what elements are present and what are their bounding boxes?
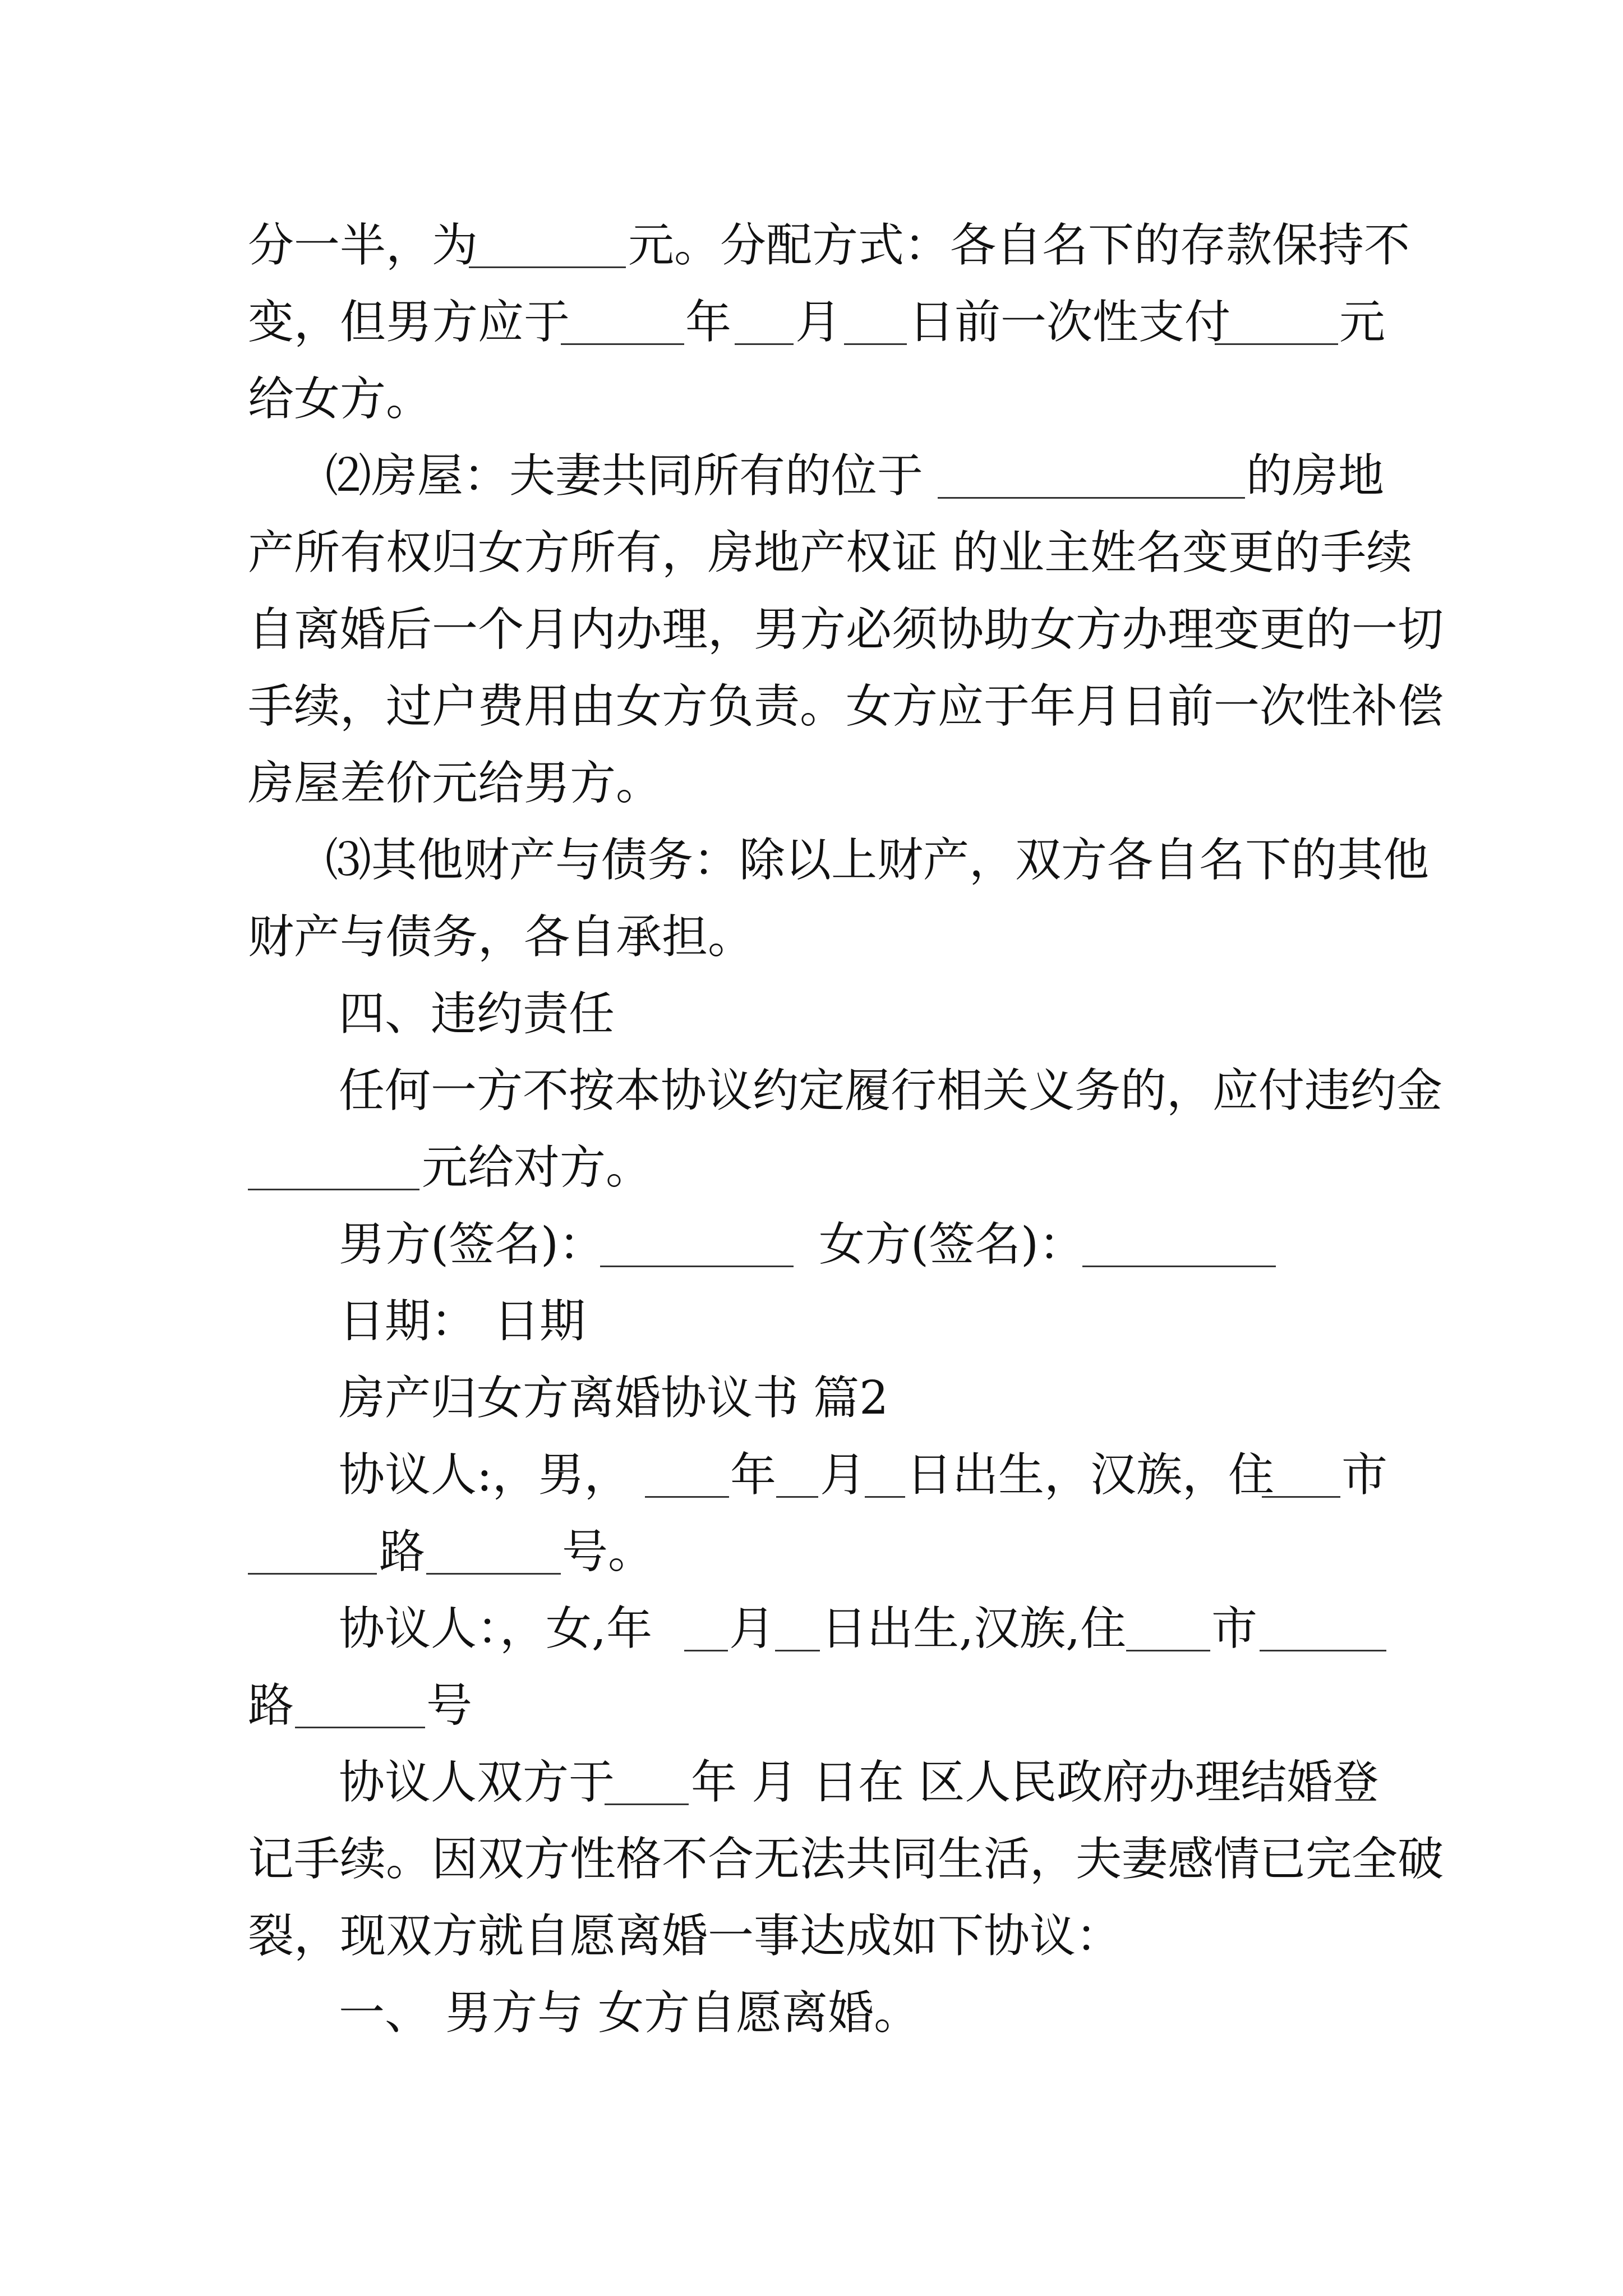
party2-text-f: 号 [426,1679,473,1732]
title-2-text: 房产归女方离婚协议书 篇2 [339,1372,889,1425]
para3-line1 [0,832,1623,889]
property-location-blank[interactable] [938,448,1245,499]
party2-text-d: 市 [1211,1602,1258,1655]
party1-text-d: 日出生，汉族，住 [906,1448,1275,1502]
day-blank[interactable] [844,295,907,345]
para1-line2-text-a: 变，但男方应于 [248,296,570,349]
para5-line3 [0,1908,1623,1964]
date-label-2: 日期 [494,1295,586,1348]
party1-line2 [0,1524,1623,1580]
year-blank[interactable] [561,295,684,345]
para1-line1 [0,218,1623,274]
para2-line4 [0,679,1623,735]
para2-line3-text: 自离婚后一个月内办理，男方必须协助女方办理变更的一切 [248,603,1444,656]
party2-text-b: 月 [729,1602,776,1655]
date-label: 日期： [339,1295,477,1348]
para5-line1-text-b: 年 月 日在 区人民政府办理结婚登 [691,1756,1379,1809]
party1-text-f: 路 [379,1525,426,1579]
para2-line3 [0,602,1623,658]
female-signature-label: 女方(签名)： [819,1218,1085,1271]
female-signature-field[interactable] [1082,1217,1276,1267]
para1-line3 [0,371,1623,427]
item1-text: 一、 男方与 女方自愿离婚。 [339,1986,920,2040]
para1-line1-text-b: 元。分配方式：各自名下的存款保持不 [628,219,1410,272]
payment-blank[interactable] [1215,295,1338,345]
party1-text-a: 协议人:，男， [339,1448,630,1502]
party2-text-a: 协议人：，女,年 [339,1602,653,1655]
party1-text-e: 市 [1341,1448,1388,1502]
party1-text-c: 月 [820,1448,866,1502]
party1-text-g: 号。 [562,1525,654,1579]
section4-heading-text: 四、违约责任 [339,987,615,1041]
para5-line1 [0,1755,1623,1811]
para2-line1-text-a: ⑵房屋：夫妻共同所有的位于 [325,449,924,503]
para5-line2 [0,1832,1623,1888]
party1-number-blank[interactable] [426,1524,561,1575]
marriage-year-blank[interactable] [605,1755,689,1805]
section4-heading [0,986,1623,1042]
item1 [0,1985,1623,2041]
party2-month-blank[interactable] [684,1601,728,1651]
para2-line5-text: 房屋差价元给男方。 [248,757,662,810]
para1-line2 [0,295,1623,351]
party1-text-b: 年 [730,1448,777,1502]
para3-line2-text: 财产与债务，各自承担。 [248,910,754,964]
party2-road-name-blank[interactable] [1260,1601,1386,1651]
male-signature-label: 男方(签名)： [339,1218,605,1271]
male-signature-field[interactable] [600,1217,794,1267]
para2-line2 [0,525,1623,581]
para2-line4-text: 手续，过户费用由女方负责。女方应于年月日前一次性补偿 [248,680,1444,733]
party2-text-c: 日出生,汉族,住 [821,1602,1127,1655]
para5-line3-text: 裂，现双方就自愿离婚一事达成如下协议： [248,1910,1122,1963]
party2-number-blank[interactable] [295,1678,425,1728]
party2-line2 [0,1678,1623,1734]
party1-line1 [0,1447,1623,1503]
para3-line2 [0,909,1623,965]
party1-year-blank[interactable] [645,1447,729,1498]
party1-city-blank[interactable] [1262,1447,1340,1498]
para4-line1 [0,1063,1623,1119]
party2-city-blank[interactable] [1126,1601,1210,1651]
para4-line2 [0,1140,1623,1196]
month-blank[interactable] [735,295,794,345]
para4-line2-text: 元给对方。 [422,1141,652,1194]
para1-line2-text-c: 月 [795,296,842,349]
party1-month-blank[interactable] [776,1447,818,1498]
title-2 [0,1370,1623,1427]
party1-day-blank[interactable] [865,1447,905,1498]
para5-line2-text: 记手续。因双方性格不合无法共同生活，夫妻感情已完全破 [248,1833,1444,1886]
date-line [0,1294,1623,1350]
para1-line1-text-a: 分一半，为 [248,219,478,272]
penalty-amount-blank[interactable] [248,1140,419,1190]
para1-line3-text: 给女方。 [248,372,432,426]
amount-blank[interactable] [469,218,626,268]
party2-line1 [0,1601,1623,1657]
party2-text-e: 路 [248,1679,294,1732]
para3-line1-text: ⑶其他财产与债务：除以上财产，双方各自名下的其他 [325,834,1430,887]
para2-line1 [0,448,1623,504]
para5-line1-text-a: 协议人双方于 [339,1756,615,1809]
para2-line1-text-b: 的房地 [1246,449,1385,503]
party2-day-blank[interactable] [775,1601,820,1651]
para2-line5 [0,756,1623,812]
para1-line2-text-b: 年 [685,296,732,349]
party1-road-blank[interactable] [248,1524,377,1575]
para4-line1-text: 任何一方不按本协议约定履行相关义务的，应付违约金 [339,1064,1443,1117]
para1-line2-text-e: 元 [1339,296,1386,349]
para1-line2-text-d: 日前一次性支付 [909,296,1231,349]
para2-line2-text: 产所有权归女方所有，房地产权证 的业主姓名变更的手续 [248,526,1413,579]
signature-line [0,1217,1623,1273]
